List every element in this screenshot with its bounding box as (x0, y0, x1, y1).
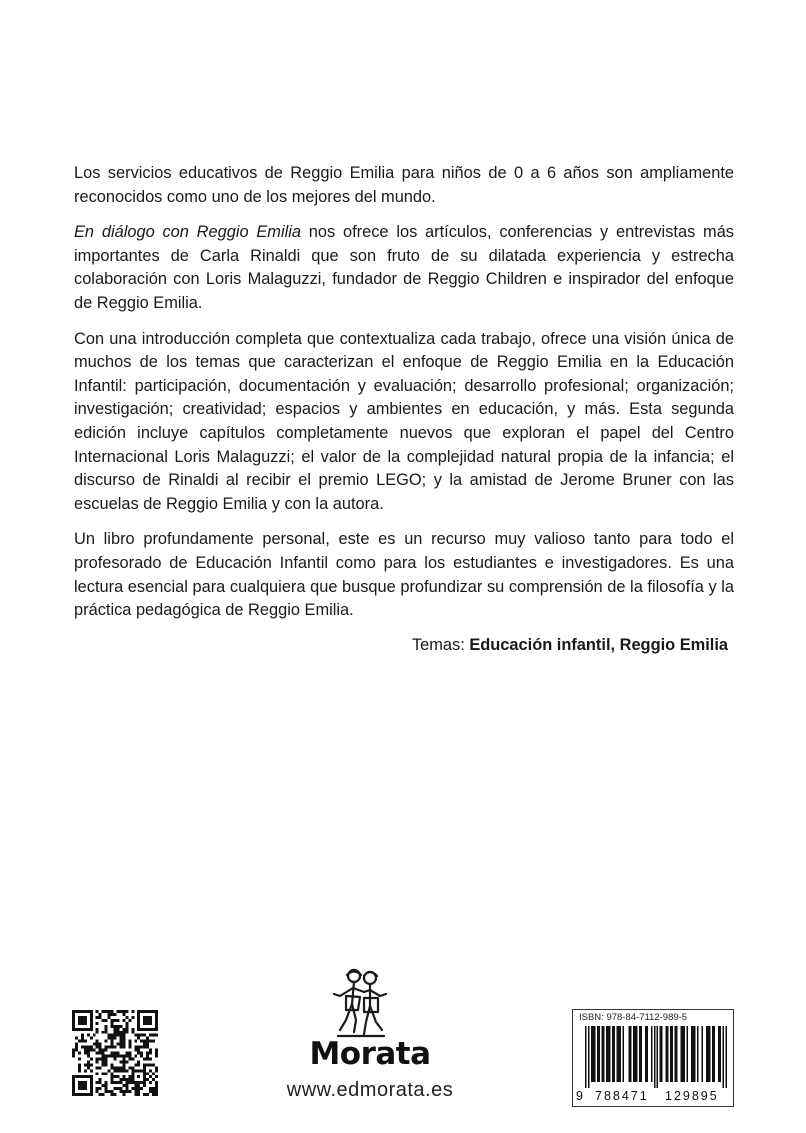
blurb-paragraph-3: Con una introducción completa que contextualiza cada trabajo, ofrece una visión única de muchos de los temas que caracterizan el enfoque de Reggio Emilia en la Educación Infantil: participación, documentación y evaluación; desarrollo profesional; organización; investigación; creatividad; espacios y ambientes en educación, y más. Esta segunda edición incluye capítulos completamente nuevos que exploran el papel del Centro Internacional Loris Malaguzzi; el valor de la complejidad natural propia de la infancia; el discurso de Rinaldi al recibir el premio LEGO; y la amistad de Jerome Bruner con las escuelas de Reggio Emilia y con la autora. (74, 329, 734, 513)
publisher-url[interactable]: www.edmorata.es (286, 1079, 454, 1101)
barcode-digits (573, 1090, 733, 1104)
blurb-paragraph-2 (74, 221, 734, 315)
morata-children-logo-icon (320, 966, 400, 1042)
isbn-barcode (572, 1009, 734, 1107)
qr-code-icon (72, 1010, 158, 1096)
blurb-paragraph-2-text: nos ofrece los artículos, conferencias y entrevistas más importantes de Carla Rinaldi que son fruto de su dilatada experiencia y estrecha colaboración con Loris Malaguzzi, fundador de Reggio Children e inspirador del enfoque de Reggio Emilia. (74, 223, 734, 312)
blurb-paragraph-1: Los servicios educativos de Reggio Emilia para niños de 0 a 6 años son ampliamente reconocidos como uno de los mejores del mundo. (74, 164, 734, 206)
topics-line (412, 634, 728, 656)
topics-label: Temas: (411, 636, 470, 654)
barcode-group-right: 129895 (665, 1089, 719, 1103)
barcode-group-left: 788471 (595, 1089, 649, 1103)
topics-value: Educación infantil, Reggio Emilia (469, 636, 728, 654)
barcode-bars (585, 1026, 727, 1088)
back-cover-blurb (74, 162, 734, 635)
barcode-digit-first: 9 (576, 1089, 583, 1103)
blurb-paragraph-4: Un libro profundamente personal, este es un recurso muy valioso tanto para todo el profesorado de Educación Infantil como para los estudiantes e investigadores. Es una lectura esencial para cualquiera que busque profundizar su comprensión de la filosofía y la práctica pedagógica de Reggio Emilia. (74, 530, 734, 620)
book-title-italic: En diálogo con Reggio Emilia (74, 223, 302, 242)
isbn-label: ISBN: 978-84-7112-989-5 (579, 1012, 688, 1023)
publisher-name: Morata (309, 1036, 431, 1072)
